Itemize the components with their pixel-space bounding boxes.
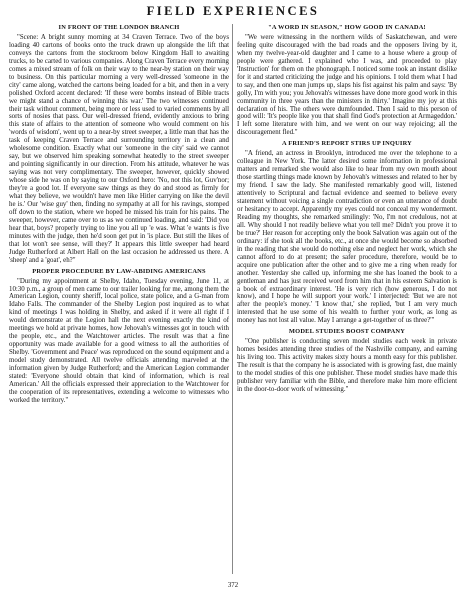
column-divider <box>232 24 233 574</box>
page-number: 372 <box>227 582 239 589</box>
section-paragraph-model-studies: "One publisher is conducting seven model studies each week in private homes besides attending three studies of the Nashville company, and earning his living too. This activity makes sixty hours a month easy for this publisher. The result is that the company he is associated with is growing fast, due mainly to the model studies of this one publisher. These model studies have made this publisher very familiar with the Bible, and therefore make him more efficient in the door-to-door work of witnessing." <box>237 338 457 393</box>
section-paragraph-law-abiding-americans: "During my appointment at Shelby, Idaho, Tuesday evening, June 11, at 10:30 p.m., a group of men came to our trailer looking for me, among them the American Legion, county sheriff, local police, state police, and a G-man from Idaho Falls. The commander of the Shelby Legion post inquired as to what kind of meetings I was holding in Shelby, and asked if it were all right if I would demonstrate at the Legion hall the next evening exactly the kind of meetings we hold at private homes, how Jehovah's witnesses got in touch with the people, etc., and the Watchtower articles. The result was that a fine opportunity was made available for a good witness to all the authorities of Shelby. 'Government and Peace' was reproduced on the sound equipment and a model study demonstrated. All twelve officials attending marveled at the information given by Judge Rutherford; and the American Legion commander stated: 'Everyone should obtain that kind of information, which is real American.' All the officials expressed their appreciation to the Watchtower for the cooperation of its representatives, extending a welcome to witnesses who worked the territory." <box>9 277 229 404</box>
page-title: FIELD EXPERIENCES <box>146 4 320 18</box>
section-heading-friends-report: A FRIEND'S REPORT STIRS UP INQUIRY <box>282 140 412 148</box>
section-heading-word-in-season: "A WORD IN SEASON," HOW GOOD IN CANADA! <box>268 24 426 31</box>
section-heading-model-studies: MODEL STUDIES BOOST COMPANY <box>288 328 406 336</box>
section-paragraph-london-branch: "Scene: A bright sunny morning at 34 Craven Terrace. Two of the boys loading 40 cartons of books onto the truck drawn up alongside the lift that conveys the cartons from the stockroom below Kingdom Hall to awaiting trucks, to be carted to various companies. Along Craven Terrace every morning comes a mixed stream of folk on their way to the near-by station on their way to business. On this particular morning a very well-dressed 'someone in the city' came along, watched the cartons being loaded for a bit, and then in a very polished Oxford accent declared: 'If these were bombs instead of Bible tracts we might stand a chance of winning this war.' The two witnesses continued their task without comment, being more or less used to varied comments by all sorts of nosies that pass. Our well-dressed friend, evidently anxious to bring this state of affairs to the attention of someone who would comment on his 'words of wisdom', went up to a near-by street sweeper, a little man that has the task of keeping Craven Terrace and surrounding territory in a clean and wholesome condition. Exactly what our 'someone in the city' said we cannot say, but we observed him speaking somewhat heatedly to the street sweeper and pointing significantly in our direction. From his attitude, whatever he was saying was not very complimentary. The sweeper, however, quickly showed whose side he was on by saying to our Oxford hero: 'No, not this lot, Guv'nor; they're a good lot. If everyone saw things as they do and stood as firmly for what they believe, we wouldn't have men like Hitler carrying on like the devil he is.' Our 'wise guy' then, finding no sympathy at all for his ravings, stomped off down to the station, where we hoped he missed his train for his pains. The sweeper, however, came over to us as we continued loading, and said: 'Did you hear that, boys? properly trying to line you all up 'e was. What 'e wants is five minutes with the judge, then he'd soon get put in 'is place. But still the likes of that lot won't see sense, will they?' It appears this little sweeper had heard Judge Rutherford at Albert Hall on the last occasion he addressed us there. A 'sheep' and a 'goat', eh?" <box>9 33 229 264</box>
section-heading-law-abiding-americans: PROPER PROCEDURE BY LAW-ABIDING AMERICANS <box>32 267 206 275</box>
column-right <box>237 24 457 576</box>
section-paragraph-friends-report: "A friend, an actress in Brooklyn, introduced me over the telephone to a colleague in New York. The latter desired some information in professional matters and remarked she would also like to hear from my own mouth about those startling things made known by Jehovah's witnesses and related to her by my friend. I saw the lady. She manifested remarkably good will, listened attentively to Scriptural and factual evidence and seemed to believe every statement without voicing a single contradiction or even an utterance of doubt or hesitancy to accept. Apparently my eyes could not conceal my wonderment. Reading my thoughts, she remarked smilingly: 'No, I'm not credulous, not at all. Why should I not readily believe what you tell me? Didn't you prove it to be true?' Her reason for accepting only the book Salvation was again out of the ordinary: if she took all the books, etc., at once she would become so absorbed in the reading that she would do nothing else and neglect her work, which she cannot afford to do at present; the safer procedure, therefore, would be to acquire one publication after the other and to give me a ring when ready for another. Yesterday she called up, informing me she has loaned the book to a gentleman and has just received word from him that in his esteem Salvation is a book of extraordinary interest. 'He is very rich (how generous, I do not know), and I hope he will support your work.' I interjected: 'But we are not after the people's money.' 'I know that,' she replied, 'but I am very much interested that he use some of his wealth to further your work, as long as money has not lost all value. May I arrange a get-together of us three?'" <box>237 150 457 325</box>
column-left <box>9 24 229 576</box>
section-paragraph-word-in-season: "We were witnessing in the northern wilds of Saskatchewan, and were feeling quite discouraged with the bad roads and the opposers living by it, when my twelve-year-old daughter and I came to a house where a group of people were gathered. I explained who I was, and proceeded to play 'Instruction' for them on the phonograph. I noticed some took an instant dislike for it and started criticizing the judge and his opinions. I told them what I had to say, and then one man jumps up, slaps his fist against his palm and says: 'By golly, I'm with you; you Jehovah's witnesses have done more good work in this community in three years than the ministers in thirty.' Imagine my joy at this declaration of his. The others were dumfounded. Then I said to this person of good will: 'It's people like you that shall find God's protection at Armageddon.' I left some literature with him, and we went on our way rejoicing; all the discouragement fled." <box>237 33 457 137</box>
section-heading-london-branch: IN FRONT OF THE LONDON BRANCH <box>58 24 180 31</box>
